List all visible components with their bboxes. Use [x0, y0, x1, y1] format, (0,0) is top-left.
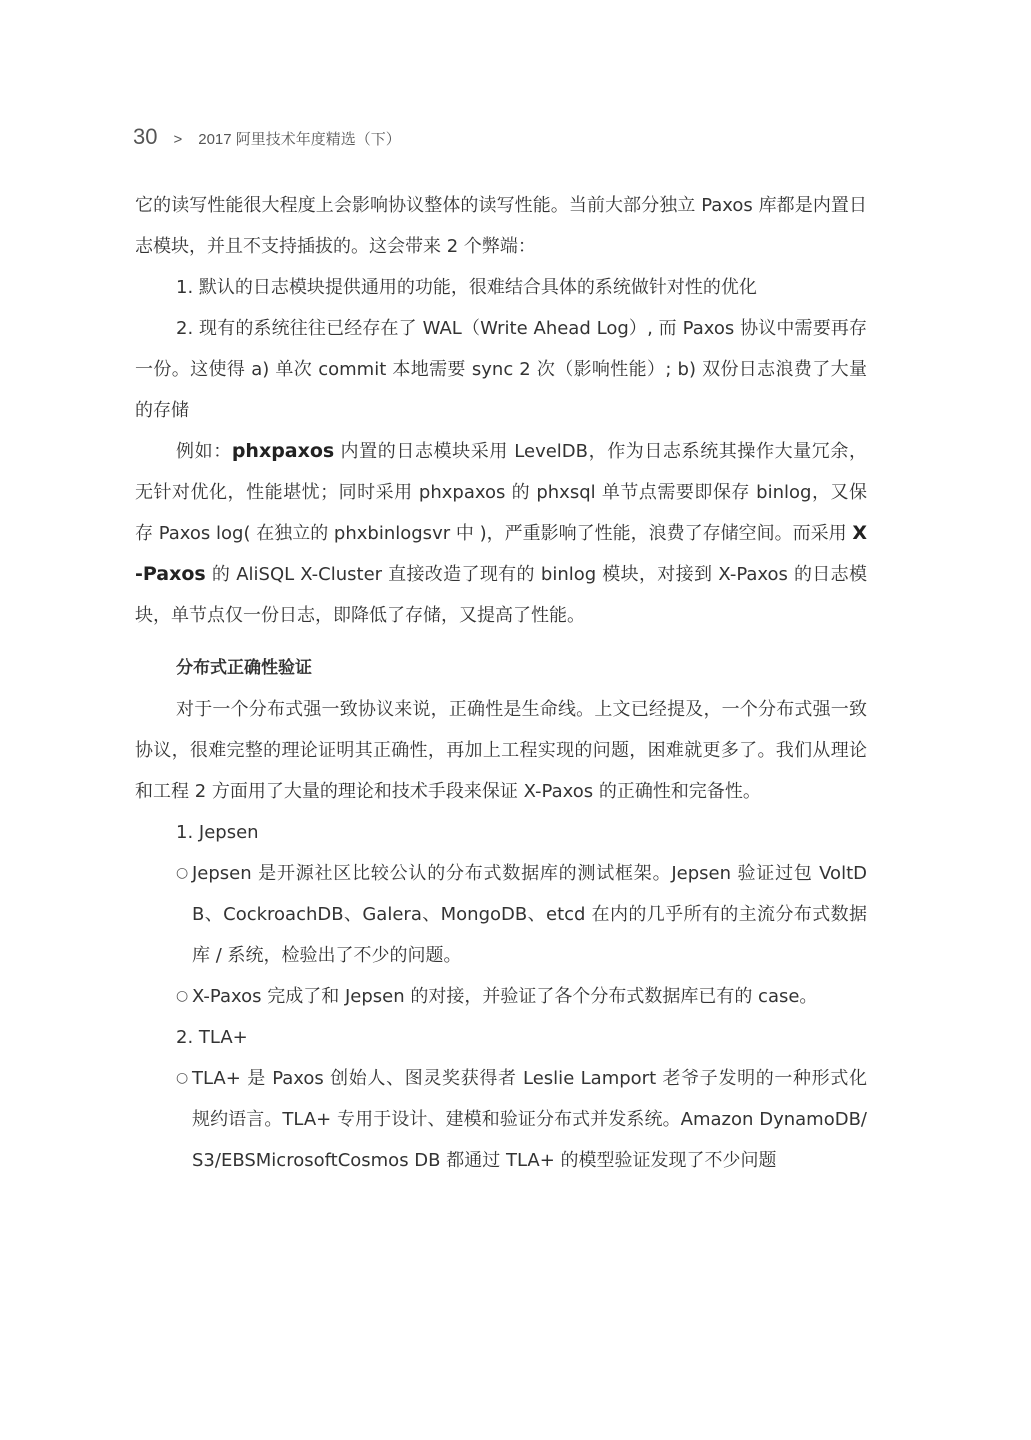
header-separator: > — [173, 131, 183, 148]
bullet-item — [135, 1058, 867, 1181]
bullet-circle-icon: ○ — [176, 1070, 189, 1086]
book-title: 2017 阿里技术年度精选（下） — [198, 131, 401, 148]
page-header — [133, 124, 401, 150]
page-number: 30 — [133, 124, 158, 149]
bullet-item — [135, 853, 867, 976]
section-heading: 分布式正确性验证 — [176, 658, 312, 678]
example-mid: 内置的日志模块采用 LevelDB，作为日志系统其操作大量冗余，无针对优化，性能堪忧；同时采用 phxpaxos 的 phxsql 单节点需要即保存 binlog，又保存 Paxos log( 在独立的 phxbinlogsvr 中 )，严重影响了性能，浪费了存储空间。而采用 — [135, 441, 868, 544]
xpaxos-emphasis: X-Paxos — [135, 522, 867, 585]
bullet-circle-icon: ○ — [176, 865, 189, 881]
paragraph-example — [135, 431, 867, 636]
example-suffix: 的 AliSQL X-Cluster 直接改造了现有的 binlog 模块，对接到 X-Paxos 的日志模块，单节点仅一份日志，即降低了存储，又提高了性能。 — [135, 564, 867, 626]
example-prefix: 例如： — [176, 441, 232, 462]
section-intro: 对于一个分布式强一致协议来说，正确性是生命线。上文已经提及，一个分布式强一致协议，很难完整的理论证明其正确性，再加上工程实现的问题，困难就更多了。我们从理论和工程 2 方面用了大量的理论和技术手段来保证 X-Paxos 的正确性和完备性。 — [135, 699, 867, 802]
list-item-jepsen: 1. Jepsen — [176, 822, 259, 843]
list-item-wal: 2. 现有的系统往往已经存在了 WAL（Write Ahead Log）, 而 Paxos 协议中需要再存一份。这使得 a) 单次 commit 本地需要 sync 2 次（影响性能）; b) 双份日志浪费了大量的存储 — [135, 318, 867, 421]
bullet-circle-icon: ○ — [176, 988, 189, 1004]
paragraph-intro: 它的读写性能很大程度上会影响协议整体的读写性能。当前大部分独立 Paxos 库都是内置日志模块，并且不支持插拔的。这会带来 2 个弊端： — [135, 195, 867, 257]
list-item-default-log: 1. 默认的日志模块提供通用的功能，很难结合具体的系统做针对性的优化 — [176, 277, 757, 298]
bullet-text: Jepsen 是开源社区比较公认的分布式数据库的测试框架。Jepsen 验证过包 VoltDB、CockroachDB、Galera、MongoDB、etcd 在内的几乎所有的主流分布式数据库 / 系统，检验出了不少的问题。 — [192, 863, 867, 966]
article-body — [135, 185, 867, 1181]
phxpaxos-emphasis: phxpaxos — [231, 440, 335, 462]
bullet-text: X-Paxos 完成了和 Jepsen 的对接，并验证了各个分布式数据库已有的 case。 — [192, 986, 818, 1007]
bullet-item — [135, 976, 867, 1017]
bullet-text: TLA+ 是 Paxos 创始人、图灵奖获得者 Leslie Lamport 老爷子发明的一种形式化规约语言。TLA+ 专用于设计、建模和验证分布式并发系统。Amazon DynamoDB/S3/EBSMicrosoftCosmos DB 都通过 TLA+ 的模型验证发现了不少问题 — [192, 1068, 867, 1171]
list-item-tla: 2. TLA+ — [176, 1027, 248, 1048]
